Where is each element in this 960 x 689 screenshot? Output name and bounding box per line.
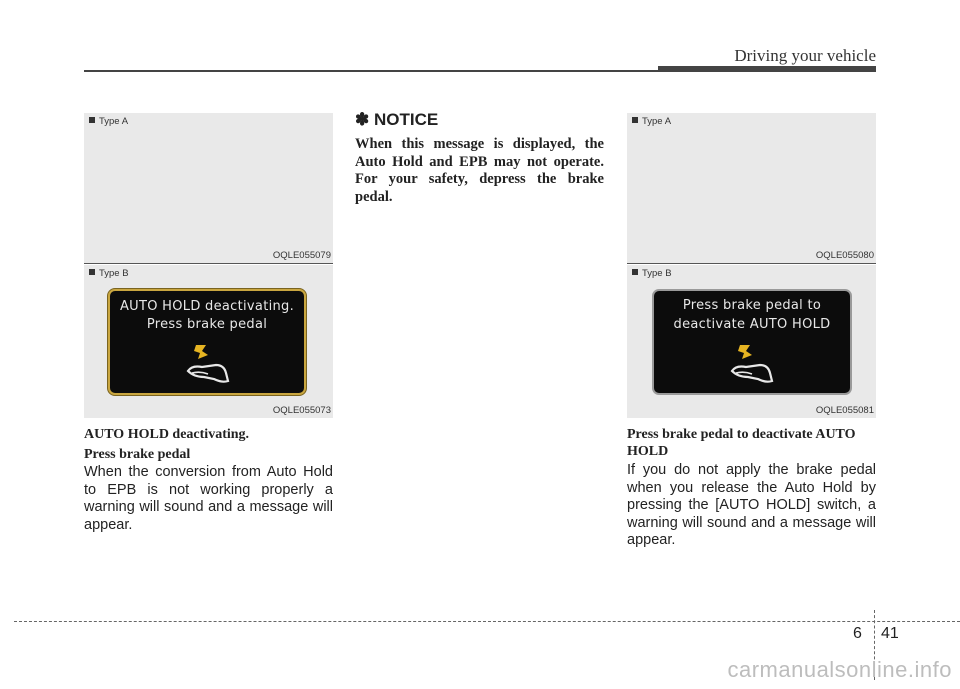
square-bullet-icon [89,117,95,123]
cluster-display [652,289,852,395]
brake-pedal-icon [182,341,238,387]
figure-divider [84,263,333,264]
notice-body: When this message is displayed, the Auto Hold and EPB may not operate. For your safety, depress the brake pedal. [355,136,604,205]
figure-label: Type B [89,268,129,279]
page-header-title: Driving your vehicle [734,46,876,65]
figure-type-b-right [627,265,876,418]
footer-rule [14,621,960,622]
page-number: 41 [881,625,899,642]
notice-asterisk-icon: ✽ [355,110,370,129]
left-body-text: When the conversion from Auto Hold to EPB is not working properly a warning will sound and a message will appear. [84,464,333,533]
caption-line-2: Press brake pedal [84,447,191,462]
display-message-line-1: Press brake pedal to [682,298,822,313]
square-bullet-icon [632,269,638,275]
display-message-line-2: deactivate AUTO HOLD [673,317,831,332]
display-message-line-1: AUTO HOLD deactivating. [119,299,295,314]
brake-pedal-icon [726,341,782,387]
chapter-number: 6 [853,625,862,642]
display-message-line-2: Press brake pedal [146,317,268,332]
figure-label: Type B [632,268,672,279]
header-rule-accent [658,66,876,72]
figure-divider [627,263,876,264]
figure-code: OQLE055079 [272,250,331,261]
watermark: carmanualsonline.info [727,657,952,682]
figure-label: Type A [632,116,671,127]
square-bullet-icon [632,117,638,123]
figure-code: OQLE055080 [815,250,874,261]
square-bullet-icon [89,269,95,275]
figure-type-a-left [84,113,333,263]
cluster-display [108,289,306,395]
figure-label: Type A [89,116,128,127]
caption-line-1: AUTO HOLD deactivating. [84,427,250,442]
figure-code: OQLE055073 [272,405,331,416]
figure-type-b-left [84,265,333,418]
figure-type-a-right [627,113,876,263]
notice-heading: ✽ NOTICE [355,110,439,129]
right-body-text: If you do not apply the brake pedal when you release the Auto Hold by pressing the [AUTO HOLD] switch, a warning will sound and a message will appear. [627,462,876,548]
header-rule [84,70,660,72]
right-caption: Press brake pedal to deactivate AUTO HOLD [627,427,856,459]
figure-code: OQLE055081 [815,405,874,416]
